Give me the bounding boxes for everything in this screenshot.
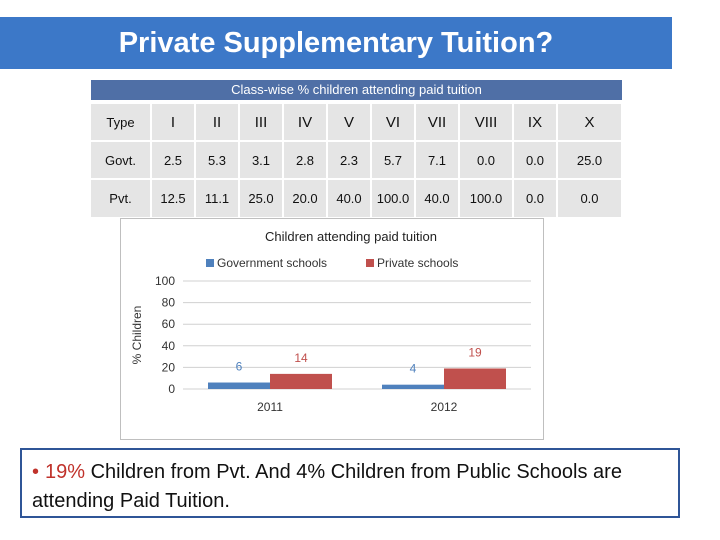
table-header-cell: IV bbox=[283, 103, 327, 141]
table-caption: Class-wise % children attending paid tuition bbox=[91, 80, 622, 100]
bar bbox=[444, 368, 506, 389]
data-label: 19 bbox=[468, 345, 482, 360]
table-header-cell: II bbox=[195, 103, 239, 141]
table-header-cell: VIII bbox=[459, 103, 513, 141]
chart-panel bbox=[120, 218, 544, 440]
table-cell: 7.1 bbox=[415, 141, 459, 179]
table-header-cell: VII bbox=[415, 103, 459, 141]
legend-label: Private schools bbox=[377, 256, 459, 270]
bar bbox=[270, 374, 332, 389]
table-cell: 40.0 bbox=[415, 179, 459, 217]
callout-box bbox=[20, 448, 680, 518]
table-row bbox=[91, 141, 622, 179]
table-cell: 11.1 bbox=[195, 179, 239, 217]
y-tick-label: 20 bbox=[161, 360, 175, 375]
table-row bbox=[91, 179, 622, 217]
table-header-cell: VI bbox=[371, 103, 415, 141]
y-tick-label: 40 bbox=[161, 338, 175, 353]
chart-title: Children attending paid tuition bbox=[264, 229, 438, 244]
table-header-cell: IX bbox=[513, 103, 557, 141]
table-header-cell: Type bbox=[91, 103, 151, 141]
bar bbox=[208, 383, 270, 389]
bar bbox=[382, 385, 444, 389]
legend-swatch bbox=[366, 259, 374, 267]
table-cell: 12.5 bbox=[151, 179, 195, 217]
table-cell: 100.0 bbox=[459, 179, 513, 217]
table-row-label: Pvt. bbox=[91, 179, 151, 217]
table-cell: 20.0 bbox=[283, 179, 327, 217]
table-cell: 0.0 bbox=[459, 141, 513, 179]
x-tick-label: 2011 bbox=[257, 400, 283, 414]
table-cell: 5.3 bbox=[195, 141, 239, 179]
table-header-row bbox=[91, 103, 622, 141]
table-cell: 2.3 bbox=[327, 141, 371, 179]
table-header-cell: I bbox=[151, 103, 195, 141]
table-header-cell: X bbox=[557, 103, 622, 141]
x-tick-label: 2012 bbox=[430, 400, 458, 414]
table-header-cell: V bbox=[327, 103, 371, 141]
data-label: 4 bbox=[409, 361, 417, 376]
y-tick-label: 100 bbox=[154, 274, 175, 288]
table-header-cell: III bbox=[239, 103, 283, 141]
callout-body: Children from Pvt. And 4% Children from Public Schools are attending Paid Tuition. bbox=[32, 461, 622, 512]
bullet-icon: • bbox=[32, 461, 40, 483]
data-label: 14 bbox=[294, 350, 308, 365]
data-label: 6 bbox=[235, 359, 243, 374]
table-cell: 0.0 bbox=[513, 141, 557, 179]
table-cell: 5.7 bbox=[371, 141, 415, 179]
callout-highlight: 19% bbox=[45, 461, 86, 483]
table-cell: 3.1 bbox=[239, 141, 283, 179]
y-tick-label: 60 bbox=[161, 317, 175, 332]
table-cell: 0.0 bbox=[513, 179, 557, 217]
table-cell: 2.5 bbox=[151, 141, 195, 179]
y-tick-label: 0 bbox=[168, 382, 175, 396]
y-tick-label: 80 bbox=[161, 295, 175, 310]
legend-swatch bbox=[206, 259, 214, 267]
tuition-table bbox=[91, 102, 623, 217]
table-cell: 2.8 bbox=[283, 141, 327, 179]
table-cell: 0.0 bbox=[557, 179, 622, 217]
table-row-label: Govt. bbox=[91, 141, 151, 179]
table-cell: 100.0 bbox=[371, 179, 415, 217]
table-cell: 25.0 bbox=[557, 141, 622, 179]
slide-title: Private Supplementary Tuition? bbox=[0, 17, 672, 69]
y-axis-label: % Children bbox=[130, 305, 144, 365]
callout-text bbox=[32, 458, 672, 516]
bar-chart bbox=[121, 219, 545, 441]
table-cell: 40.0 bbox=[327, 179, 371, 217]
legend-label: Government schools bbox=[217, 256, 328, 270]
table-cell: 25.0 bbox=[239, 179, 283, 217]
